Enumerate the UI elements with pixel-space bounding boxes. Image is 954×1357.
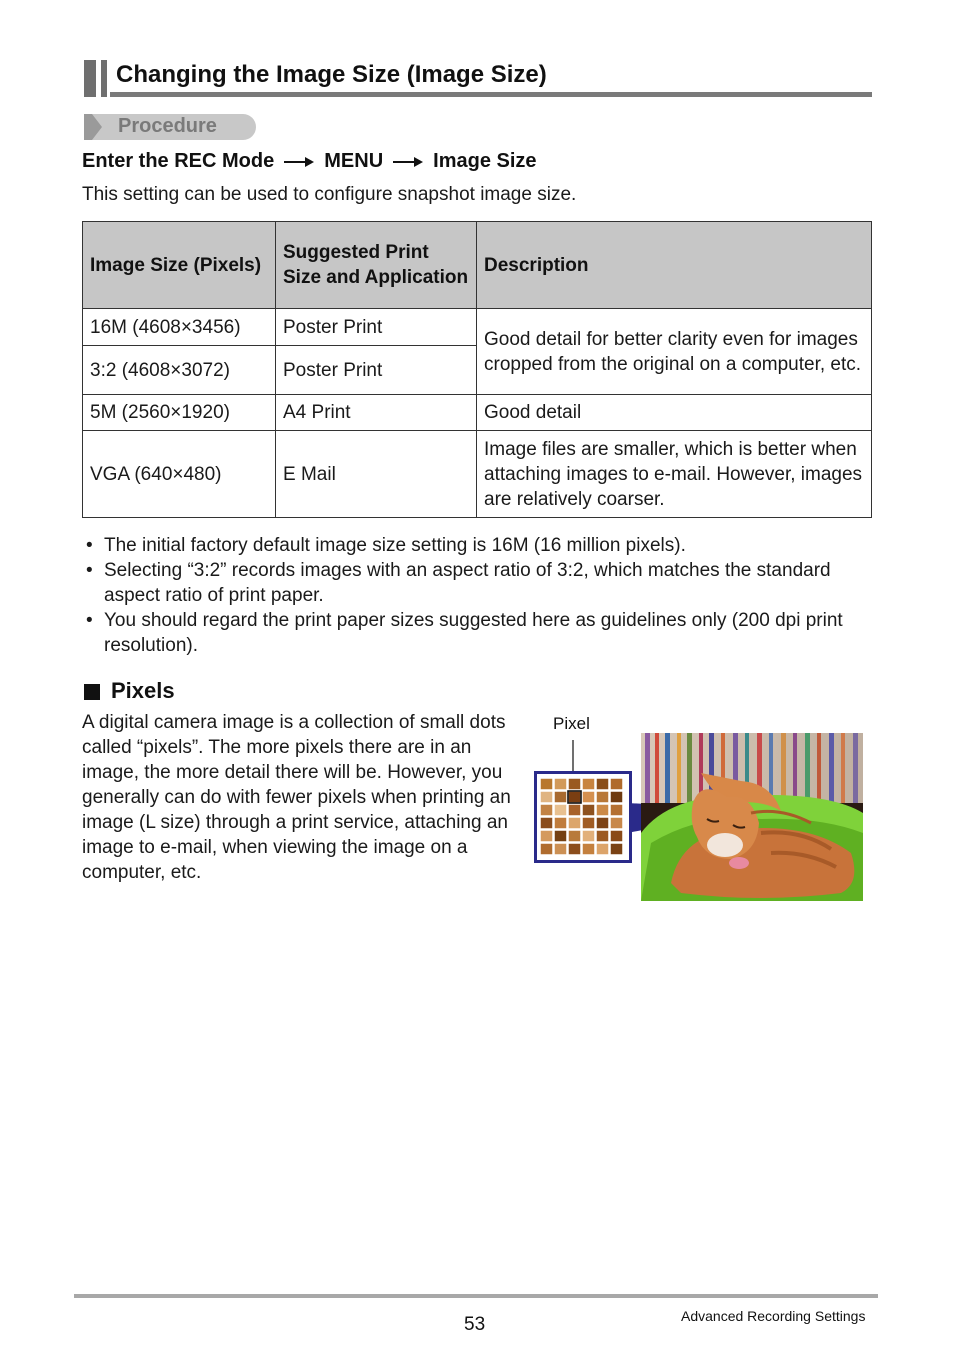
arrow-right-icon [284,157,314,167]
menu-path-step-menu: MENU [324,150,384,172]
procedure-badge-notch [84,114,92,140]
cell-image-size: 3:2 (4608×3072) [83,346,276,395]
menu-path-step-image-size: Image Size [433,150,537,172]
image-size-table [82,221,872,518]
pixels-heading: Pixels [111,678,175,703]
pixel-grid-icon [537,774,629,860]
heading-bar-left [84,60,96,97]
menu-path [82,150,537,173]
arrow-right-icon [393,157,423,167]
cat-photo [641,733,863,901]
cell-description: Good detail for better clarity even for images cropped from the original on a computer, etc. [477,309,872,395]
pixel-callout-label: Pixel [553,714,590,733]
procedure-chevron-icon [92,114,102,140]
cell-image-size: 16M (4608×3456) [83,309,276,346]
list-item: • The initial factory default image size setting is 16M (16 million pixels). [82,533,882,558]
footer-section-name: Advanced Recording Settings [681,1308,866,1324]
cell-print-size: Poster Print [276,309,477,346]
table-row [83,431,872,518]
list-item: • Selecting “3:2” records images with an aspect ratio of 3:2, which matches the standard aspect ratio of print paper. [82,558,882,608]
cell-image-size: VGA (640×480) [83,431,276,518]
menu-path-step-rec-mode: Enter the REC Mode [82,150,275,172]
pixel-grid-zoom [534,771,632,863]
notes-list [82,533,882,658]
intro-text: This setting can be used to configure snapshot image size. [82,184,577,205]
table-row [83,395,872,431]
footer-rule [74,1294,878,1298]
heading-bar-right [101,60,107,97]
cell-print-size: A4 Print [276,395,477,431]
list-item: • You should regard the print paper sizes suggested here as guidelines only (200 dpi print resolution). [82,608,882,658]
header-print-size: Suggested Print Size and Application [276,222,477,309]
table-row [83,309,872,346]
square-bullet-icon [84,684,100,700]
table-header-row [83,222,872,309]
heading-rule [110,92,872,97]
cell-description: Good detail [477,395,872,431]
section-title: Changing the Image Size (Image Size) [116,61,547,88]
cell-image-size: 5M (2560×1920) [83,395,276,431]
cell-description: Image files are smaller, which is better when attaching images to e-mail. However, images are relatively coarser. [477,431,872,518]
header-image-size: Image Size (Pixels) [83,222,276,309]
header-description: Description [477,222,872,309]
pixels-body: A digital camera image is a collection of small dots called “pixels”. The more pixels there are in an image, the more detail there will be. However, you generally can do with fewer pixels when printing an image (L size) through a print service, attaching an image to e-mail, when viewing the image on a computer, etc. [82,712,511,883]
cell-print-size: E Mail [276,431,477,518]
page-number: 53 [464,1314,486,1335]
procedure-label: Procedure [118,115,217,137]
cell-print-size: Poster Print [276,346,477,395]
